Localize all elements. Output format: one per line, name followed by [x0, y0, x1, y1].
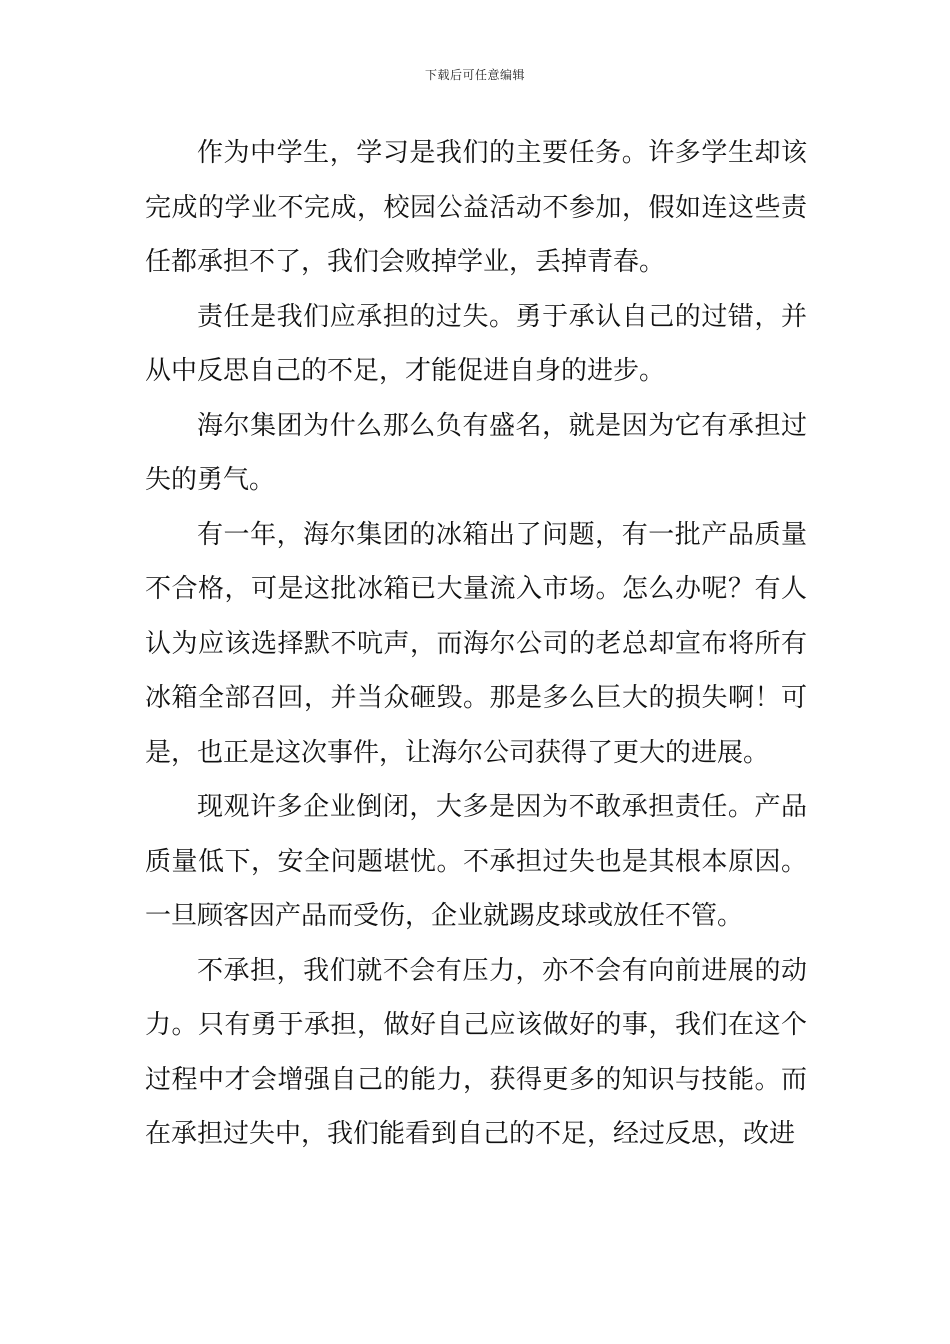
paragraph-3: 海尔集团为什么那么负有盛名，就是因为它有承担过失的勇气。	[145, 410, 807, 495]
paragraph-4: 有一年，海尔集团的冰箱出了问题，有一批产品质量不合格，可是这批冰箱已大量流入市场。怎么办呢？有人认为应该选择默不吭声，而海尔公司的老总却宣布将所有冰箱全部召回，并当众砸毁。那是多么巨大的损失啊！可是，也正是这次事件，让海尔公司获得了更大的进展。	[145, 519, 807, 768]
paragraph-1: 作为中学生，学习是我们的主要任务。许多学生却该完成的学业不完成，校园公益活动不参加，假如连这些责任都承担不了，我们会败掉学业，丢掉青春。	[145, 138, 807, 277]
header-note: 下载后可任意编辑	[424, 68, 525, 82]
paragraph-2: 责任是我们应承担的过失。勇于承认自己的过错，并从中反思自己的不足，才能促进自身的进步。	[145, 301, 807, 386]
paragraph-6: 不承担，我们就不会有压力，亦不会有向前进展的动力。只有勇于承担，做好自己应该做好的事，我们在这个过程中才会增强自己的能力，获得更多的知识与技能。而在承担过失中，我们能看到自己的不足，经过反思，改进	[145, 955, 807, 1149]
paragraph-5: 现观许多企业倒闭，大多是因为不敢承担责任。产品质量低下，安全问题堪忧。不承担过失也是其根本原因。一旦顾客因产品而受伤，企业就踢皮球或放任不管。	[145, 792, 807, 931]
document-body	[145, 126, 807, 1162]
